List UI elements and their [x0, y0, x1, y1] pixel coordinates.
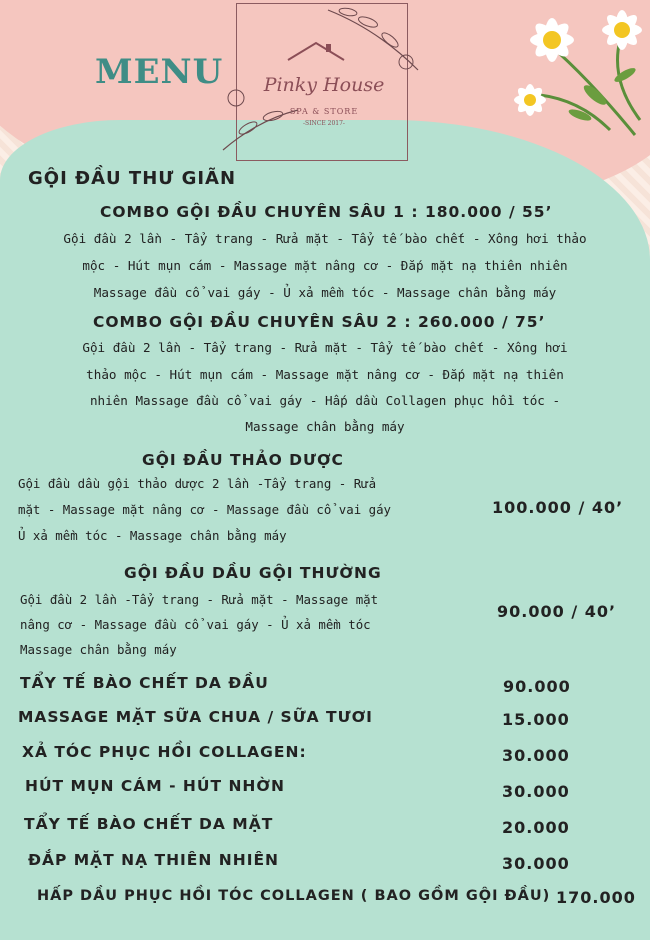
combo1-desc-line: Massage đầu cổ vai gáy - Ủ xả mềm tóc - Massage chân bằng máy: [93, 285, 557, 300]
logo-subtitle: SPA & STORE: [289, 107, 359, 116]
item-price: 30.000: [502, 782, 570, 801]
item-name: MASSAGE MẶT SỮA CHUA / SỮA TƯƠI: [18, 708, 373, 726]
herbal-desc-line: Gội đầu dầu gội thảo dược 2 lần -Tẩy trang - Rửa: [18, 476, 377, 491]
herbal-desc-line: mặt - Massage mặt nâng cơ - Massage đầu cổ vai gáy: [18, 502, 391, 517]
house-roof-icon: [286, 40, 346, 62]
menu-title: MENU: [95, 52, 224, 92]
logo-name: Pinky House: [263, 74, 385, 96]
herbal-desc-line: Ủ xả mềm tóc - Massage chân bằng máy: [18, 528, 287, 543]
logo-since: -SINCE 2017-: [303, 120, 345, 127]
item-name: HẤP DẦU PHỤC HỒI TÓC COLLAGEN ( BAO GỒM GỘI ĐẦU): [37, 888, 551, 904]
section-title: GỘI ĐẦU THƯ GIÃN: [28, 168, 237, 189]
regular-desc-line: Gội đầu 2 lần -Tẩy trang - Rửa mặt - Massage mặt: [20, 592, 379, 607]
combo2-desc-line: Massage chân bằng máy: [245, 419, 405, 434]
combo1-desc-line: Gội đầu 2 lần - Tẩy trang - Rửa mặt - Tẩy tế bào chết - Xông hơi thảo: [63, 231, 587, 246]
regular-desc-line: nâng cơ - Massage đầu cổ vai gáy - Ủ xả mềm tóc: [20, 617, 371, 632]
item-price: 90.000: [503, 677, 571, 696]
herbal-price: 100.000 / 40’: [492, 498, 624, 517]
combo1-title: COMBO GỘI ĐẦU CHUYÊN SÂU 1 : 180.000 / 55’: [100, 203, 553, 221]
regular-title: GỘI ĐẦU DẦU GỘI THƯỜNG: [124, 564, 382, 582]
combo2-desc-line: thảo mộc - Hút mụn cám - Massage mặt nâng cơ - Đắp mặt nạ thiên: [86, 367, 564, 382]
combo2-desc-line: nhiên Massage đầu cổ vai gáy - Hấp dầu Collagen phục hồi tóc -: [89, 393, 561, 408]
item-name: TẨY TẾ BÀO CHẾT DA ĐẦU: [20, 674, 269, 692]
item-price: 15.000: [502, 710, 570, 729]
item-name: HÚT MỤN CÁM - HÚT NHỜN: [25, 777, 285, 795]
combo2-title: COMBO GỘI ĐẦU CHUYÊN SÂU 2 : 260.000 / 75’: [93, 313, 546, 331]
regular-desc-line: Massage chân bằng máy: [20, 642, 177, 657]
daisy-flowers-decoration: [500, 0, 650, 150]
item-price: 30.000: [502, 746, 570, 765]
item-name: TẨY TẾ BÀO CHẾT DA MẶT: [24, 815, 274, 833]
item-price: 30.000: [502, 854, 570, 873]
regular-price: 90.000 / 40’: [497, 602, 617, 621]
item-price: 20.000: [502, 818, 570, 837]
item-name: XẢ TÓC PHỤC HỒI COLLAGEN:: [22, 743, 307, 761]
combo2-desc-line: Gội đầu 2 lần - Tẩy trang - Rửa mặt - Tẩy tế bào chết - Xông hơi: [82, 340, 568, 355]
item-name: ĐẮP MẶT NẠ THIÊN NHIÊN: [28, 851, 280, 869]
combo1-desc-line: mộc - Hút mụn cám - Massage mặt nâng cơ - Đắp mặt nạ thiên nhiên: [82, 258, 568, 273]
item-price: 170.000: [556, 888, 636, 907]
herbal-title: GỘI ĐẦU THẢO DƯỢC: [142, 451, 344, 469]
